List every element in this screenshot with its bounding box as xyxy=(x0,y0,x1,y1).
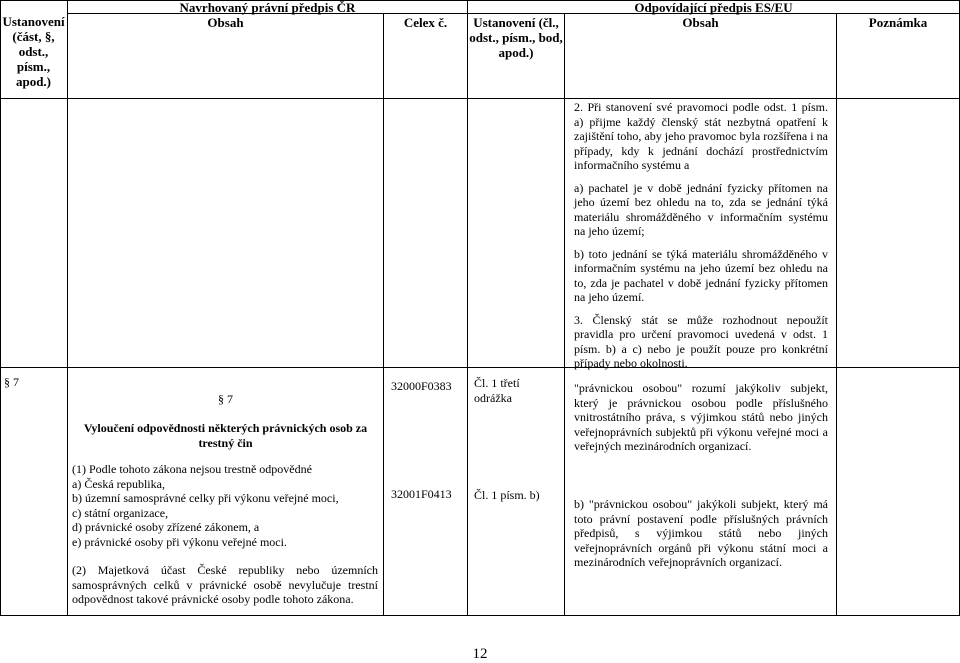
col-divider xyxy=(564,13,565,616)
eu-content-cell: b) "právnickou osobou" jakýkoli subjekt, který má toto právní postavení podle příslušných právních předpisů, s výjimkou států nebo jiných veřejnoprávních orgánů při výkonu státní moci a mezinárodních veřejnoprávních organizací. xyxy=(574,497,828,569)
eu-content-continuation xyxy=(574,100,828,379)
eu-paragraph: b) toto jednání se týká materiálu shromážděného v informačním systému na jeho území bez ohledu na to, zda je pachatel v době jednání fyzicky přítomen na jeho území. xyxy=(574,246,828,304)
table-border-bottom xyxy=(0,615,960,616)
czech-line: b) územní samosprávné celky při výkonu veřejné moci, xyxy=(72,491,339,505)
header-eu-provision: Ustanovení (čl., odst., písm., bod, apod.) xyxy=(469,15,563,60)
czech-provision-cell: § 7 xyxy=(4,375,19,389)
header-bottom-border xyxy=(0,98,960,99)
czech-paragraph-1 xyxy=(72,462,382,549)
header-note: Poznámka xyxy=(868,15,928,30)
czech-line: (1) Podle tohoto zákona nejsou trestně odpovědné xyxy=(72,462,312,476)
czech-line: a) Česká republika, xyxy=(72,476,165,491)
header-celex: Celex č. xyxy=(403,15,448,30)
col-divider xyxy=(467,0,468,616)
col-divider xyxy=(67,0,68,616)
header-czech-content: Obsah xyxy=(207,15,244,30)
eu-paragraph: a) pachatel je v době jednání fyzicky přítomen na jeho území bez ohledu na to, zda se jednání týká materiálu shromážděného v informačním systému na jeho území; xyxy=(574,180,828,238)
section-title: Vyloučení odpovědnosti některých právnických osob za trestný čin xyxy=(83,421,368,450)
page-number: 12 xyxy=(472,646,488,662)
header-czech-provision: Ustanovení (část, §, odst., písm., apod.) xyxy=(2,14,65,89)
section-mark: § 7 xyxy=(218,392,233,406)
czech-line: d) právnické osoby zřízené zákonem, a xyxy=(72,520,260,534)
header-eu-content: Obsah xyxy=(682,15,719,30)
table-border-left xyxy=(0,0,1,616)
eu-paragraph: 2. Při stanovení své pravomoci podle odst. 1 písm. a) přijme každý členský stát nezbytná opatření k zajištění toho, aby jeho pravomoc byla rozšířena i na případy, kdy k jednání dochází prostřednictvím informačního systému a xyxy=(574,100,828,172)
czech-line: c) státní organizace, xyxy=(72,505,169,520)
czech-line: e) právnické osoby při výkonu veřejné moci. xyxy=(72,534,287,549)
header-eu-group: Odpovídající předpis ES/EU xyxy=(634,0,793,15)
eu-content-cell: "právnickou osobou" rozumí jakýkoliv subjekt, který je právnickou osobou podle příslušného vnitrostátního práva, s výjimkou států nebo jiných veřejnoprávních subjektů při výkonu veřejné moci a veřejných mezinárodních organizací. xyxy=(574,381,828,453)
eu-provision-cell: Čl. 1 písm. b) xyxy=(474,488,540,502)
czech-paragraph-2: (2) Majetková účast České republiky nebo územních samosprávných celků v právnické osobě nevylučuje trestní odpovědnost takové právnické osoby podle tohoto zákona. xyxy=(72,563,378,606)
celex-number: 32001F0413 xyxy=(391,487,452,501)
eu-paragraph: 3. Členský stát se může rozhodnout nepoužít pravidla pro určení pravomoci uvedená v odst. 1 písm. b) a c) nebo je použít pouze pro konkrétní případy nebo okolnosti. xyxy=(574,312,828,370)
col-divider xyxy=(836,13,837,616)
header-czech-group: Navrhovaný právní předpis ČR xyxy=(179,0,356,15)
eu-provision-cell: Čl. 1 třetí odrážka xyxy=(474,376,520,405)
celex-number: 32000F0383 xyxy=(391,379,452,393)
col-divider xyxy=(383,13,384,616)
